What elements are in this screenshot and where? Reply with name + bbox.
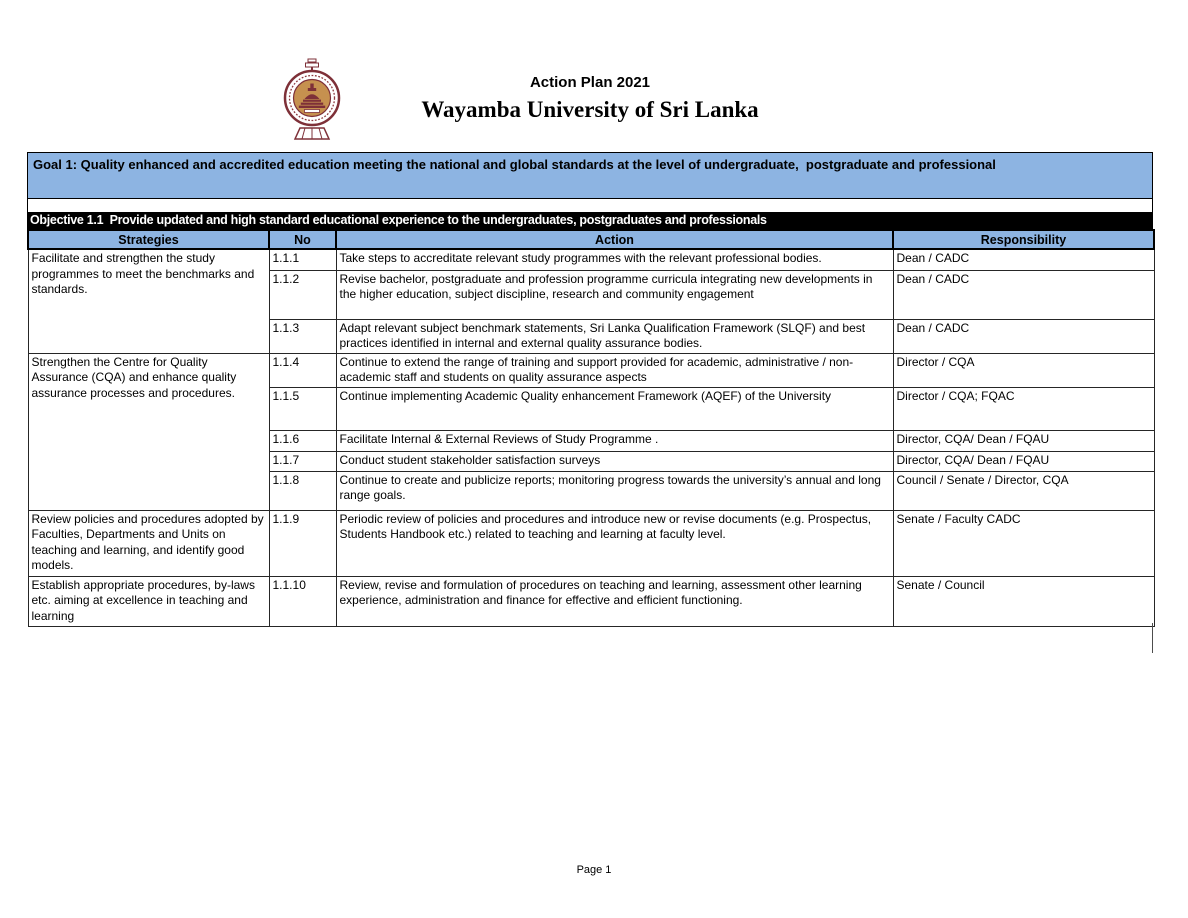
strategy-cell: Establish appropriate procedures, by-laws etc. aiming at excellence in teaching and learning (28, 576, 269, 626)
strategy-cell: Review policies and procedures adopted by Faculties, Departments and Units on teaching and learning, and identify good models. (28, 510, 269, 576)
column-header-responsibility: Responsibility (893, 230, 1154, 249)
action-cell: Conduct student stakeholder satisfaction surveys (336, 451, 893, 471)
action-cell: Adapt relevant subject benchmark statements, Sri Lanka Qualification Framework (SLQF) and best practices identified in internal and external quality assurance bodies. (336, 319, 893, 353)
table-edge-tick (1152, 623, 1153, 653)
strategy-cell: Strengthen the Centre for Quality Assurance (CQA) and enhance quality assurance processes and procedures. (28, 353, 269, 510)
no-cell: 1.1.7 (269, 451, 336, 471)
responsibility-cell: Director / CQA (893, 353, 1154, 387)
no-cell: 1.1.5 (269, 387, 336, 430)
action-plan-table (27, 229, 1155, 627)
no-cell: 1.1.1 (269, 249, 336, 270)
no-cell: 1.1.9 (269, 510, 336, 576)
responsibility-cell: Director / CQA; FQAC (893, 387, 1154, 430)
no-cell: 1.1.4 (269, 353, 336, 387)
document-title: Action Plan 2021 (529, 74, 651, 91)
responsibility-cell: Senate / Faculty CADC (893, 510, 1154, 576)
column-header-no: No (269, 230, 336, 249)
responsibility-cell: Dean / CADC (893, 270, 1154, 319)
no-cell: 1.1.6 (269, 430, 336, 451)
table-row (28, 510, 1154, 576)
responsibility-cell: Director, CQA/ Dean / FQAU (893, 451, 1154, 471)
no-cell: 1.1.3 (269, 319, 336, 353)
no-cell: 1.1.8 (269, 471, 336, 510)
goal-banner: Goal 1: Quality enhanced and accredited education meeting the national and global standards at the level of undergraduate, postgraduate and professional (27, 152, 1153, 199)
no-cell: 1.1.10 (269, 576, 336, 626)
table-row (28, 249, 1154, 270)
strategy-cell: Facilitate and strengthen the study programmes to meet the benchmarks and standards. (28, 249, 269, 353)
action-cell: Continue to create and publicize reports; monitoring progress towards the university’s annual and long range goals. (336, 471, 893, 510)
objective-banner: Objective 1.1 Provide updated and high standard educational experience to the undergraduates, postgraduates and professionals (27, 212, 1153, 229)
table-row (28, 353, 1154, 387)
spacer-row (27, 199, 1153, 212)
action-cell: Facilitate Internal & External Reviews of Study Programme . (336, 430, 893, 451)
action-cell: Continue implementing Academic Quality enhancement Framework (AQEF) of the University (336, 387, 893, 430)
action-cell: Review, revise and formulation of procedures on teaching and learning, assessment other learning experience, administration and finance for effective and efficient functioning. (336, 576, 893, 626)
column-header-action: Action (336, 230, 893, 249)
responsibility-cell: Senate / Council (893, 576, 1154, 626)
action-cell: Take steps to accreditate relevant study programmes with the relevant professional bodies. (336, 249, 893, 270)
responsibility-cell: Director, CQA/ Dean / FQAU (893, 430, 1154, 451)
page-number: Page 1 (576, 864, 612, 876)
no-cell: 1.1.2 (269, 270, 336, 319)
action-cell: Continue to extend the range of training and support provided for academic, administrative / non-academic staff and students on quality assurance aspects (336, 353, 893, 387)
column-header-strategies: Strategies (28, 230, 269, 249)
responsibility-cell: Dean / CADC (893, 319, 1154, 353)
table-row (28, 576, 1154, 626)
action-cell: Revise bachelor, postgraduate and profession programme curricula integrating new developments in the higher education, subject discipline, research and community engagement (336, 270, 893, 319)
crest-finial-icon (306, 59, 319, 71)
crest-pedestal-icon (295, 128, 329, 139)
university-name: Wayamba University of Sri Lanka (421, 97, 759, 122)
responsibility-cell: Dean / CADC (893, 249, 1154, 270)
table-header-row (28, 230, 1154, 249)
action-cell: Periodic review of policies and procedures and introduce new or revise documents (e.g. Prospectus, Students Handbook etc.) related to teaching and learning at faculty level. (336, 510, 893, 576)
responsibility-cell: Council / Senate / Director, CQA (893, 471, 1154, 510)
